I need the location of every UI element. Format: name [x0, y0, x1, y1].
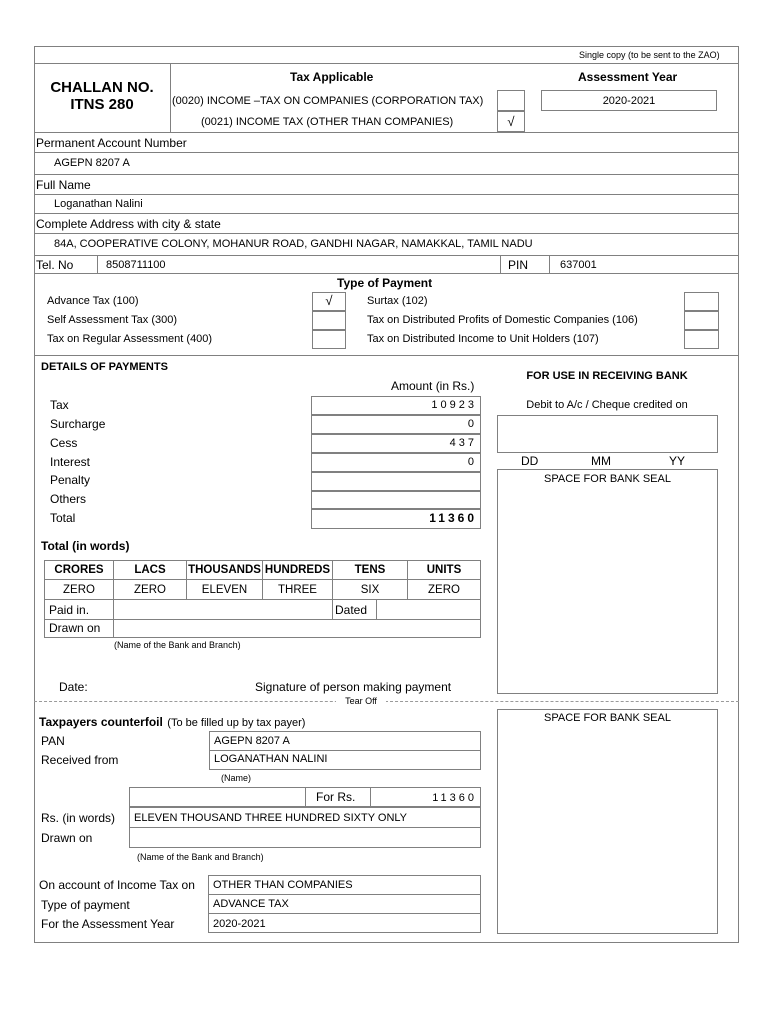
divider	[34, 132, 739, 133]
divider	[34, 213, 739, 214]
counterfoil-title-text: Taxpayers counterfoil	[39, 715, 163, 729]
signature-label: Signature of person making payment	[255, 680, 452, 694]
cf-ay-label: For the Assessment Year	[41, 917, 175, 931]
payment-option-advance: Advance Tax (100)	[47, 295, 139, 307]
divider	[34, 255, 739, 256]
cf-drawn-on-label: Drawn on	[41, 831, 93, 845]
words-value-tens[interactable]: SIX	[332, 579, 408, 600]
pin-label: PIN	[508, 258, 529, 272]
tax-applicable-label: Tax Applicable	[290, 70, 374, 84]
tel-label: Tel. No	[36, 258, 74, 272]
words-header-tens: TENS	[332, 560, 408, 580]
counterfoil-title	[39, 713, 305, 731]
counterfoil-title-note: (To be filled up by tax payer)	[167, 717, 306, 729]
words-header-lacs: LACS	[113, 560, 187, 580]
payment-type-title: Type of Payment	[337, 276, 433, 290]
cf-account-value: OTHER THAN COMPANIES	[213, 879, 353, 891]
divider	[170, 63, 171, 132]
words-header-units: UNITS	[407, 560, 481, 580]
bank-date-field[interactable]	[497, 415, 718, 453]
bank-yy-label: YY	[669, 454, 686, 468]
cf-account-label: On account of Income Tax on	[39, 878, 195, 892]
distributed-income-checkbox[interactable]	[684, 330, 719, 349]
words-header-crores: CRORES	[44, 560, 114, 580]
cf-drawn-on-field[interactable]	[129, 827, 481, 848]
amount-penalty-field[interactable]	[311, 472, 481, 491]
cf-bank-seal-area	[497, 709, 718, 934]
pin-value[interactable]: 637001	[560, 259, 597, 271]
assessment-year-value: 2020-2021	[602, 95, 656, 107]
self-assessment-checkbox[interactable]	[312, 311, 346, 330]
divider	[34, 233, 739, 234]
words-value-units[interactable]: ZERO	[407, 579, 481, 600]
drawn-on-field[interactable]	[114, 620, 480, 637]
divider	[332, 599, 333, 620]
words-value-thousands[interactable]: ELEVEN	[186, 579, 263, 600]
cf-bank-branch-note: (Name of the Bank and Branch)	[137, 852, 264, 862]
surtax-checkbox[interactable]	[684, 292, 719, 311]
tax-option-companies: (0020) INCOME –TAX ON COMPANIES (CORPORATION TAX)	[172, 95, 484, 107]
bank-mm-label: MM	[591, 454, 611, 468]
bank-seal-area	[497, 469, 718, 694]
total-words-label: Total (in words)	[41, 539, 130, 553]
cf-received-label: Received from	[41, 753, 119, 767]
pan-value[interactable]: AGEPN 8207 A	[54, 157, 130, 169]
row-penalty-label: Penalty	[50, 473, 91, 487]
amount-tax-value: 10923	[431, 399, 477, 411]
amount-interest-value: 0	[467, 456, 477, 468]
row-surcharge-label: Surcharge	[50, 417, 106, 431]
tel-value[interactable]: 8508711100	[106, 259, 166, 271]
cf-words-label: Rs. (in words)	[41, 811, 116, 825]
address-value[interactable]: 84A, COOPERATIVE COLONY, MOHANUR ROAD, GANDHI NAGAR, NAMAKKAL, TAMIL NADU	[54, 238, 533, 250]
bank-title: FOR USE IN RECEIVING BANK	[526, 370, 688, 382]
amount-cess-value: 437	[449, 437, 477, 449]
cf-for-rs-value[interactable]: 11360	[432, 792, 477, 804]
check-icon: √	[325, 293, 333, 308]
amount-total-value: 11360	[429, 511, 477, 525]
divider	[34, 355, 739, 356]
words-value-hundreds[interactable]: THREE	[262, 579, 333, 600]
drawn-on-label: Drawn on	[49, 621, 101, 635]
dated-field[interactable]	[377, 600, 480, 619]
words-header-thousands: THOUSANDS	[186, 560, 263, 580]
assessment-year-label: Assessment Year	[578, 70, 678, 84]
row-cess-label: Cess	[50, 436, 78, 450]
payment-option-distributed-income: Tax on Distributed Income to Unit Holders (107)	[367, 333, 599, 345]
row-others-label: Others	[50, 492, 87, 506]
bank-branch-note: (Name of the Bank and Branch)	[114, 640, 241, 650]
divider	[34, 273, 739, 274]
dated-label: Dated	[335, 603, 368, 617]
cf-pan-label: PAN	[41, 734, 65, 748]
date-label: Date:	[59, 680, 88, 694]
tear-off-label: Tear Off	[336, 696, 386, 706]
cf-ay-value: 2020-2021	[213, 918, 266, 930]
divider	[34, 174, 739, 175]
amount-surcharge-value: 0	[467, 418, 477, 430]
distributed-profits-checkbox[interactable]	[684, 311, 719, 330]
check-icon: √	[507, 114, 515, 129]
paid-in-label: Paid in.	[49, 603, 90, 617]
bank-dd-label: DD	[521, 454, 539, 468]
divider	[34, 194, 739, 195]
challan-title: CHALLAN NO.	[50, 79, 154, 96]
cf-bank-seal-label: SPACE FOR BANK SEAL	[544, 712, 671, 724]
full-name-value[interactable]: Loganathan Nalini	[54, 198, 143, 210]
divider	[305, 787, 306, 807]
payment-option-self-assessment: Self Assessment Tax (300)	[47, 314, 178, 326]
full-name-label: Full Name	[36, 178, 91, 192]
cf-received-value: LOGANATHAN NALINI	[214, 753, 328, 765]
payment-option-regular-assessment: Tax on Regular Assessment (400)	[47, 333, 213, 345]
paid-in-field[interactable]	[114, 600, 332, 619]
regular-assessment-checkbox[interactable]	[312, 330, 346, 349]
divider	[549, 255, 550, 273]
divider	[500, 255, 501, 273]
cf-type-value: ADVANCE TAX	[213, 898, 289, 910]
copy-note: Single copy (to be sent to the ZAO)	[579, 50, 720, 60]
cf-pan-value: AGEPN 8207 A	[214, 735, 290, 747]
pan-label: Permanent Account Number	[36, 136, 187, 150]
row-interest-label: Interest	[50, 455, 91, 469]
tax-option-companies-checkbox[interactable]	[497, 90, 525, 111]
cf-name-note: (Name)	[221, 773, 252, 783]
cf-type-label: Type of payment	[41, 898, 130, 912]
bank-seal-label: SPACE FOR BANK SEAL	[544, 473, 671, 485]
row-tax-label: Tax	[50, 398, 69, 412]
details-title: DETAILS OF PAYMENTS	[41, 361, 168, 373]
divider	[34, 63, 739, 64]
row-total-label: Total	[50, 511, 76, 525]
divider	[97, 255, 98, 273]
divider	[34, 152, 739, 153]
cf-words-value: ELEVEN THOUSAND THREE HUNDRED SIXTY ONLY	[134, 812, 408, 824]
challan-number: ITNS 280	[70, 96, 134, 113]
words-header-hundreds: HUNDREDS	[262, 560, 333, 580]
divider	[370, 787, 371, 807]
amount-header: Amount (in Rs.)	[391, 379, 475, 393]
tear-off-line	[34, 701, 739, 702]
bank-debit-label: Debit to A/c / Cheque credited on	[526, 399, 688, 411]
payment-option-surtax: Surtax (102)	[367, 295, 428, 307]
cf-for-rs-label: For Rs.	[316, 790, 356, 804]
words-value-crores[interactable]: ZERO	[44, 579, 114, 600]
tax-option-other: (0021) INCOME TAX (OTHER THAN COMPANIES)	[201, 116, 454, 128]
words-value-lacs[interactable]: ZERO	[113, 579, 187, 600]
address-label: Complete Address with city & state	[36, 217, 221, 231]
payment-option-distributed-profits: Tax on Distributed Profits of Domestic Companies (106)	[367, 314, 638, 326]
